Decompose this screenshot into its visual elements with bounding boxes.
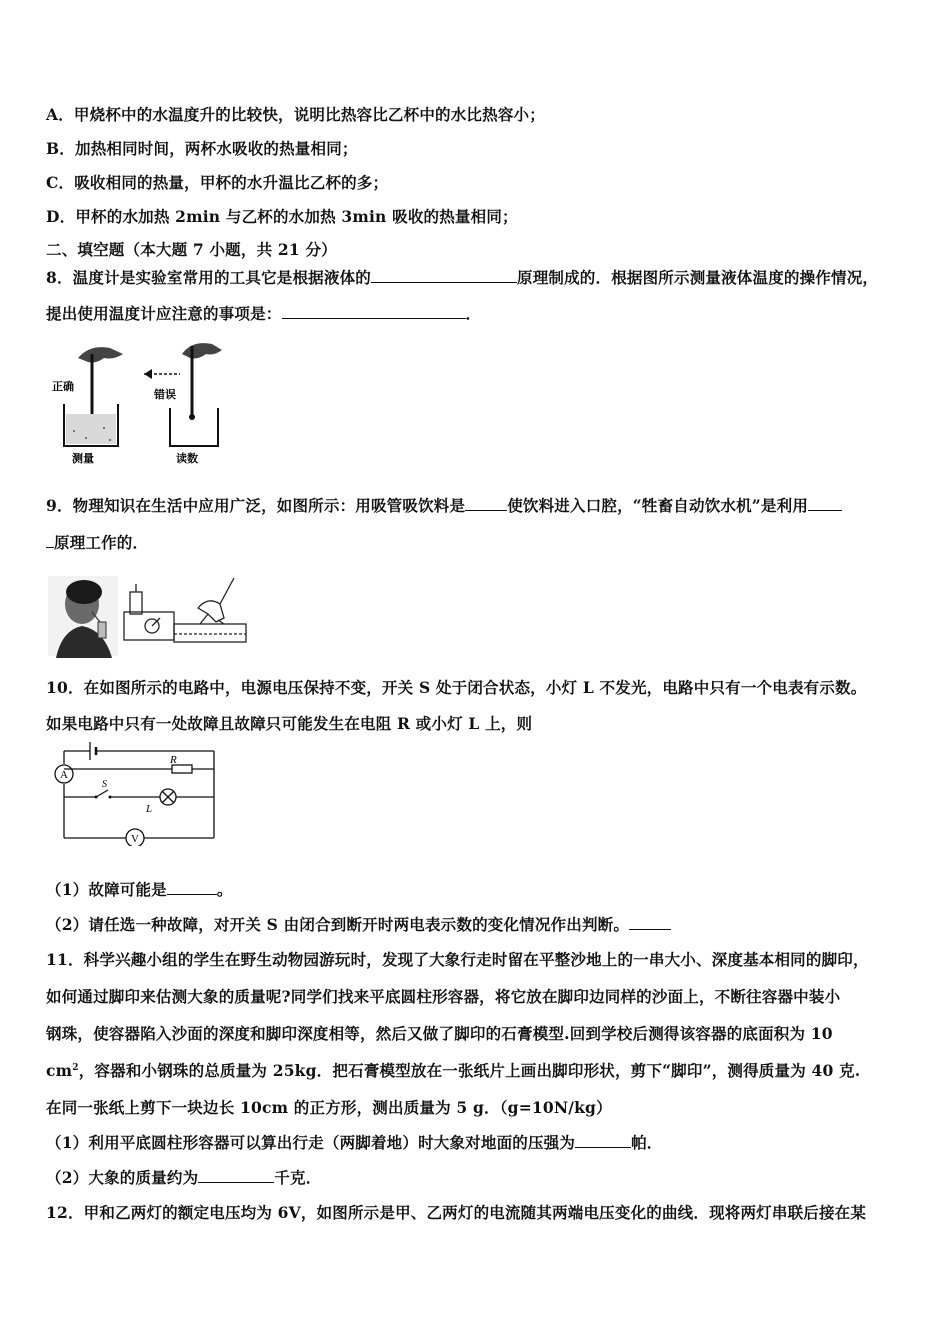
- label-correct: 正确: [52, 380, 74, 393]
- q9-line2: [46, 531, 148, 553]
- q7-option-a: A．甲烧杯中的水温度升的比较快，说明比热容比乙杯中的水比热容小；: [46, 105, 545, 124]
- q10-blank-2[interactable]: [629, 915, 671, 930]
- q11-line5: 在同一张纸上剪下一块边长 10cm 的正方形，测出质量为 5 g．（g=10N/kg）: [46, 1098, 612, 1117]
- q8-text-a: 8．温度计是实验室常用的工具它是根据液体的: [46, 268, 371, 287]
- boy-drinking-photo: [48, 576, 118, 658]
- q7-option-b: B．加热相同时间，两杯水吸收的热量相同；: [46, 139, 358, 158]
- q11-sub2: [46, 1166, 321, 1188]
- q9-blank-1[interactable]: [465, 496, 507, 511]
- q11-blank-2[interactable]: [198, 1168, 274, 1183]
- hand-left-icon: [78, 347, 123, 362]
- lamp-label: L: [146, 803, 153, 815]
- resistor-label: R: [170, 754, 177, 766]
- q9-text-a: 9．物理知识在生活中应用广泛，如图所示：用吸管吸饮料是: [46, 496, 466, 515]
- q12-line1: 12．甲和乙两灯的额定电压均为 6V，如图所示是甲、乙两灯的电流随其两端电压变化的曲线．现将两灯串联后接在某: [46, 1203, 867, 1222]
- q10-sub1: [46, 878, 233, 900]
- q10-line1: 10．在如图所示的电路中，电源电压保持不变，开关 S 处于闭合状态，小灯 L 不发光，电路中只有一个电表有示数。: [46, 678, 867, 697]
- q10-blank-1[interactable]: [167, 880, 217, 895]
- section-heading: 二、填空题（本大题 7 小题，共 21 分）: [46, 240, 337, 259]
- hand-right-icon: [182, 343, 222, 358]
- q8-blank-2[interactable]: [282, 304, 466, 319]
- q11-line3: 钢珠，使容器陷入沙面的深度和脚印深度相等，然后又做了脚印的石膏模型.回到学校后测得该容器的底面积为 10: [46, 1024, 833, 1043]
- correct-measure-illustration: [64, 347, 123, 446]
- voltmeter-label: V: [131, 833, 139, 845]
- q11-line4-text: ，容器和小钢珠的总质量为 25kg．把石膏模型放在一张纸片上画出脚印形状，剪下“脚印”，测得质量为 40 克.: [78, 1061, 861, 1080]
- q9-text-c: 原理工作的．: [54, 533, 149, 552]
- q8-text-c: 提出使用温度计应注意的事项是：: [46, 304, 282, 323]
- q11-sub1-end: 帕．: [631, 1133, 663, 1152]
- q11-blank-1[interactable]: [575, 1133, 631, 1148]
- q10-line2: 如果电路中只有一处故障且故障只可能发生在电阻 R 或小灯 L 上，则: [46, 714, 533, 733]
- q8-text-d: ．: [465, 304, 482, 323]
- q7-option-c: C．吸收相同的热量，甲杯的水升温比乙杯的多；: [46, 173, 389, 192]
- q8-blank-1[interactable]: [371, 268, 517, 283]
- q11-unit-exponent: 2: [72, 1062, 79, 1073]
- q11-sub1: [46, 1131, 663, 1153]
- switch-s: [96, 790, 108, 797]
- ammeter-label: A: [60, 769, 68, 781]
- q10-sub1-end: 。: [216, 880, 233, 899]
- q11-line4: [46, 1059, 860, 1081]
- cup-icon: [98, 622, 106, 638]
- q9-figure: [48, 574, 248, 658]
- beaker-right: [170, 408, 218, 446]
- q11-sub2-text: （2）大象的质量约为: [46, 1168, 199, 1187]
- thermometer-figure: [48, 336, 230, 466]
- circuit-diagram: [46, 738, 224, 846]
- q10-sub1-text: （1）故障可能是: [46, 880, 167, 899]
- q11-sub2-end: 千克．: [274, 1168, 322, 1187]
- q10-sub2-text: （2）请任选一种故障，对开关 S 由闭合到断开时两电表示数的变化情况作出判断。: [46, 915, 630, 934]
- q10-sub2: [46, 913, 671, 935]
- q8-line2: [46, 302, 481, 324]
- q9-blank-2b[interactable]: [46, 533, 54, 548]
- arrow-left-icon: [144, 369, 152, 379]
- q9-blank-2a[interactable]: [808, 496, 842, 511]
- switch-label: S: [102, 779, 107, 790]
- label-read: 读数: [176, 452, 198, 465]
- q9-line1: [46, 494, 842, 516]
- q11-sub1-text: （1）利用平底圆柱形容器可以算出行走（两脚着地）时大象对地面的压强为: [46, 1133, 576, 1152]
- livestock-drinker-diagram: [124, 578, 246, 642]
- q11-line1: 11．科学兴趣小组的学生在野生动物园游玩时，发现了大象行走时留在平整沙地上的一串大小、深度基本相同的脚印，: [46, 950, 869, 969]
- label-measure: 测量: [72, 452, 94, 465]
- q11-line2: 如何通过脚印来估测大象的质量呢?同学们找来平底圆柱形容器，将它放在脚印边同样的沙面上，不断往容器中装小: [46, 987, 841, 1006]
- q8-line1: [46, 266, 878, 288]
- label-wrong: 错误: [154, 388, 176, 401]
- q11-unit: cm: [46, 1061, 73, 1080]
- q9-text-b: 使饮料进入口腔，“牲畜自动饮水机”是利用: [507, 496, 809, 515]
- q8-text-b: 原理制成的．根据图所示测量液体温度的操作情况，: [517, 268, 879, 287]
- resistor-r: [172, 765, 192, 773]
- q7-option-d: D．甲杯的水加热 2min 与乙杯的水加热 3min 吸收的热量相同；: [46, 207, 518, 226]
